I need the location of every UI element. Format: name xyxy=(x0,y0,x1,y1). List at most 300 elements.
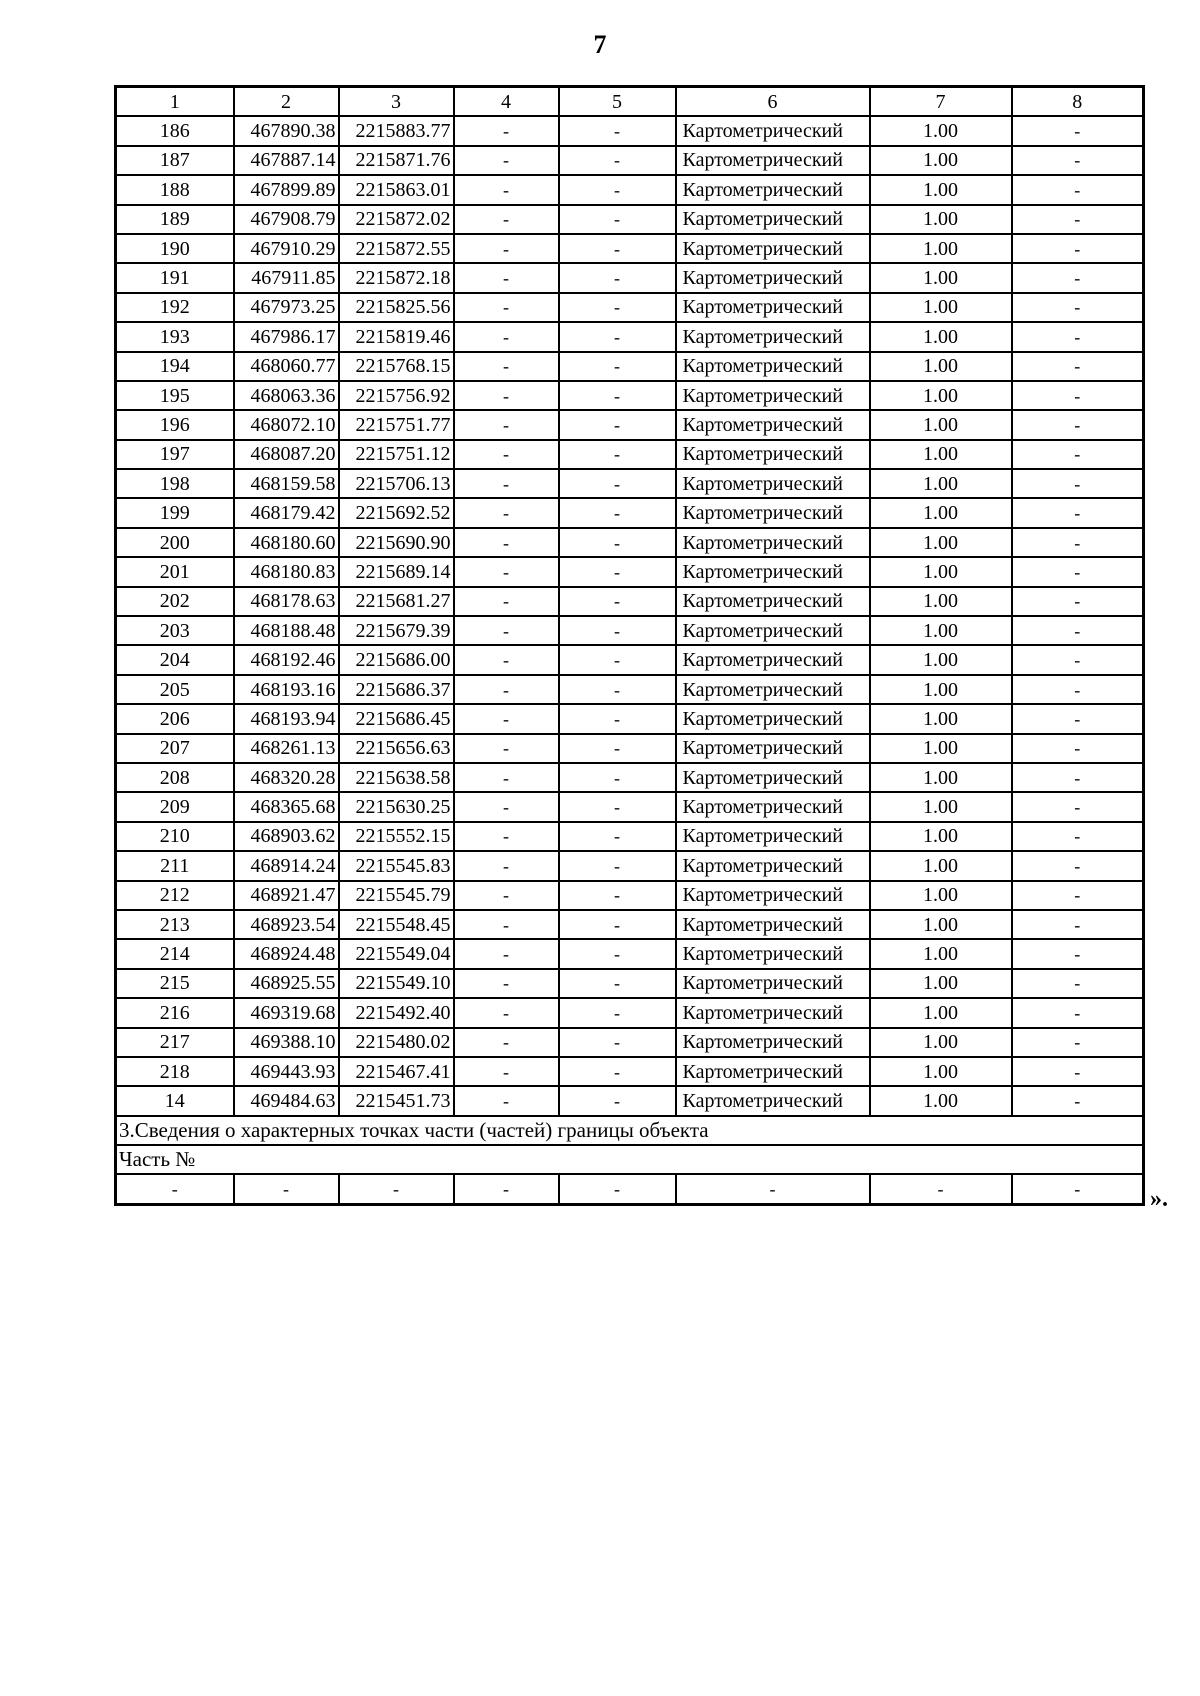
y-coordinate-cell: 2215768.15 xyxy=(339,352,454,381)
method-cell: Картометрический xyxy=(676,410,870,439)
y-coordinate-cell: 2215545.79 xyxy=(339,881,454,910)
accuracy-cell: 1.00 xyxy=(870,498,1012,527)
col-5-cell: - xyxy=(559,645,676,674)
col-5-cell: - xyxy=(559,205,676,234)
accuracy-cell: 1.00 xyxy=(870,440,1012,469)
y-coordinate-cell: 2215549.04 xyxy=(339,939,454,968)
col-4-cell: - xyxy=(454,557,559,586)
point-number-cell: 213 xyxy=(116,910,234,939)
y-coordinate-cell: 2215548.45 xyxy=(339,910,454,939)
x-coordinate-cell: 468903.62 xyxy=(234,822,339,851)
empty-cell: - xyxy=(676,1174,870,1204)
col-8-cell: - xyxy=(1012,1028,1144,1057)
col-4-cell: - xyxy=(454,352,559,381)
accuracy-cell: 1.00 xyxy=(870,675,1012,704)
method-cell: Картометрический xyxy=(676,822,870,851)
col-8-cell: - xyxy=(1012,734,1144,763)
x-coordinate-cell: 468188.48 xyxy=(234,616,339,645)
col-8-cell: - xyxy=(1012,381,1144,410)
col-8-cell: - xyxy=(1012,498,1144,527)
x-coordinate-cell: 468063.36 xyxy=(234,381,339,410)
point-number-cell: 202 xyxy=(116,587,234,616)
col-5-cell: - xyxy=(559,763,676,792)
y-coordinate-cell: 2215638.58 xyxy=(339,763,454,792)
col-4-cell: - xyxy=(454,146,559,175)
point-number-cell: 195 xyxy=(116,381,234,410)
col-8-cell: - xyxy=(1012,910,1144,939)
empty-cell: - xyxy=(1012,1174,1144,1204)
accuracy-cell: 1.00 xyxy=(870,763,1012,792)
col-5-cell: - xyxy=(559,440,676,469)
accuracy-cell: 1.00 xyxy=(870,969,1012,998)
x-coordinate-cell: 467973.25 xyxy=(234,293,339,322)
part-number-row xyxy=(116,1145,1144,1174)
y-coordinate-cell: 2215690.90 xyxy=(339,528,454,557)
col-5-cell: - xyxy=(559,881,676,910)
point-number-cell: 200 xyxy=(116,528,234,557)
method-cell: Картометрический xyxy=(676,1086,870,1115)
point-number-cell: 210 xyxy=(116,822,234,851)
table-row xyxy=(116,498,1144,527)
col-4-cell: - xyxy=(454,969,559,998)
point-number-cell: 211 xyxy=(116,851,234,880)
accuracy-cell: 1.00 xyxy=(870,998,1012,1027)
y-coordinate-cell: 2215681.27 xyxy=(339,587,454,616)
method-cell: Картометрический xyxy=(676,675,870,704)
table-body xyxy=(116,87,1144,1205)
col-8-cell: - xyxy=(1012,175,1144,204)
method-cell: Картометрический xyxy=(676,910,870,939)
col-5-cell: - xyxy=(559,146,676,175)
x-coordinate-cell: 468193.94 xyxy=(234,704,339,733)
col-5-cell: - xyxy=(559,704,676,733)
col-4-cell: - xyxy=(454,440,559,469)
point-number-cell: 204 xyxy=(116,645,234,674)
col-8-cell: - xyxy=(1012,263,1144,292)
point-number-cell: 198 xyxy=(116,469,234,498)
method-cell: Картометрический xyxy=(676,146,870,175)
x-coordinate-cell: 468924.48 xyxy=(234,939,339,968)
accuracy-cell: 1.00 xyxy=(870,469,1012,498)
col-4-cell: - xyxy=(454,175,559,204)
y-coordinate-cell: 2215686.00 xyxy=(339,645,454,674)
point-number-cell: 215 xyxy=(116,969,234,998)
col-5-cell: - xyxy=(559,587,676,616)
point-number-cell: 214 xyxy=(116,939,234,968)
y-coordinate-cell: 2215467.41 xyxy=(339,1057,454,1086)
table-row xyxy=(116,440,1144,469)
x-coordinate-cell: 467890.38 xyxy=(234,116,339,145)
x-coordinate-cell: 468914.24 xyxy=(234,851,339,880)
col-8-cell: - xyxy=(1012,1057,1144,1086)
y-coordinate-cell: 2215630.25 xyxy=(339,792,454,821)
table-row xyxy=(116,410,1144,439)
col-8-cell: - xyxy=(1012,587,1144,616)
table-row xyxy=(116,969,1144,998)
col-8-cell: - xyxy=(1012,939,1144,968)
col-8-cell: - xyxy=(1012,645,1144,674)
table-row xyxy=(116,263,1144,292)
header-cell-7: 7 xyxy=(870,87,1012,117)
table-row xyxy=(116,939,1144,968)
table-row xyxy=(116,587,1144,616)
col-5-cell: - xyxy=(559,528,676,557)
col-8-cell: - xyxy=(1012,322,1144,351)
col-8-cell: - xyxy=(1012,763,1144,792)
y-coordinate-cell: 2215863.01 xyxy=(339,175,454,204)
method-cell: Картометрический xyxy=(676,792,870,821)
col-5-cell: - xyxy=(559,822,676,851)
accuracy-cell: 1.00 xyxy=(870,792,1012,821)
col-8-cell: - xyxy=(1012,528,1144,557)
y-coordinate-cell: 2215692.52 xyxy=(339,498,454,527)
table-row xyxy=(116,822,1144,851)
y-coordinate-cell: 2215819.46 xyxy=(339,322,454,351)
empty-cell: - xyxy=(116,1174,234,1204)
y-coordinate-cell: 2215552.15 xyxy=(339,822,454,851)
method-cell: Картометрический xyxy=(676,1057,870,1086)
x-coordinate-cell: 468320.28 xyxy=(234,763,339,792)
col-8-cell: - xyxy=(1012,116,1144,145)
point-number-cell: 192 xyxy=(116,293,234,322)
point-number-cell: 217 xyxy=(116,1028,234,1057)
col-5-cell: - xyxy=(559,116,676,145)
method-cell: Картометрический xyxy=(676,1028,870,1057)
empty-cell: - xyxy=(454,1174,559,1204)
closing-quote: ». xyxy=(1150,1186,1168,1212)
method-cell: Картометрический xyxy=(676,851,870,880)
col-8-cell: - xyxy=(1012,469,1144,498)
accuracy-cell: 1.00 xyxy=(870,263,1012,292)
col-8-cell: - xyxy=(1012,410,1144,439)
accuracy-cell: 1.00 xyxy=(870,587,1012,616)
col-4-cell: - xyxy=(454,763,559,792)
y-coordinate-cell: 2215549.10 xyxy=(339,969,454,998)
col-5-cell: - xyxy=(559,263,676,292)
x-coordinate-cell: 469319.68 xyxy=(234,998,339,1027)
accuracy-cell: 1.00 xyxy=(870,734,1012,763)
header-row xyxy=(116,87,1144,117)
point-number-cell: 197 xyxy=(116,440,234,469)
x-coordinate-cell: 468923.54 xyxy=(234,910,339,939)
table-row xyxy=(116,322,1144,351)
col-4-cell: - xyxy=(454,234,559,263)
col-8-cell: - xyxy=(1012,822,1144,851)
table-row xyxy=(116,116,1144,145)
col-4-cell: - xyxy=(454,116,559,145)
col-5-cell: - xyxy=(559,734,676,763)
point-number-cell: 206 xyxy=(116,704,234,733)
table-row xyxy=(116,792,1144,821)
point-number-cell: 14 xyxy=(116,1086,234,1115)
header-cell-8: 8 xyxy=(1012,87,1144,117)
col-4-cell: - xyxy=(454,704,559,733)
table-row xyxy=(116,704,1144,733)
col-4-cell: - xyxy=(454,645,559,674)
method-cell: Картометрический xyxy=(676,557,870,586)
col-4-cell: - xyxy=(454,675,559,704)
col-5-cell: - xyxy=(559,410,676,439)
method-cell: Картометрический xyxy=(676,352,870,381)
col-5-cell: - xyxy=(559,557,676,586)
accuracy-cell: 1.00 xyxy=(870,704,1012,733)
x-coordinate-cell: 468179.42 xyxy=(234,498,339,527)
y-coordinate-cell: 2215883.77 xyxy=(339,116,454,145)
accuracy-cell: 1.00 xyxy=(870,939,1012,968)
x-coordinate-cell: 468193.16 xyxy=(234,675,339,704)
col-4-cell: - xyxy=(454,734,559,763)
table-row xyxy=(116,381,1144,410)
x-coordinate-cell: 469484.63 xyxy=(234,1086,339,1115)
col-4-cell: - xyxy=(454,910,559,939)
col-4-cell: - xyxy=(454,616,559,645)
col-5-cell: - xyxy=(559,1028,676,1057)
point-number-cell: 196 xyxy=(116,410,234,439)
accuracy-cell: 1.00 xyxy=(870,1057,1012,1086)
method-cell: Картометрический xyxy=(676,528,870,557)
point-number-cell: 190 xyxy=(116,234,234,263)
col-8-cell: - xyxy=(1012,557,1144,586)
table-row xyxy=(116,998,1144,1027)
empty-cell: - xyxy=(559,1174,676,1204)
accuracy-cell: 1.00 xyxy=(870,557,1012,586)
col-8-cell: - xyxy=(1012,792,1144,821)
part-number-label: Часть № xyxy=(116,1145,1144,1174)
table-row xyxy=(116,1057,1144,1086)
y-coordinate-cell: 2215872.18 xyxy=(339,263,454,292)
table-row xyxy=(116,146,1144,175)
empty-part-row xyxy=(116,1174,1144,1204)
table-row xyxy=(116,645,1144,674)
header-cell-6: 6 xyxy=(676,87,870,117)
table-row xyxy=(116,1028,1144,1057)
method-cell: Картометрический xyxy=(676,939,870,968)
x-coordinate-cell: 467887.14 xyxy=(234,146,339,175)
method-cell: Картометрический xyxy=(676,263,870,292)
x-coordinate-cell: 468180.60 xyxy=(234,528,339,557)
x-coordinate-cell: 469443.93 xyxy=(234,1057,339,1086)
col-4-cell: - xyxy=(454,263,559,292)
table-row xyxy=(116,234,1144,263)
x-coordinate-cell: 468180.83 xyxy=(234,557,339,586)
accuracy-cell: 1.00 xyxy=(870,1028,1012,1057)
accuracy-cell: 1.00 xyxy=(870,822,1012,851)
method-cell: Картометрический xyxy=(676,587,870,616)
point-number-cell: 187 xyxy=(116,146,234,175)
x-coordinate-cell: 468072.10 xyxy=(234,410,339,439)
empty-cell: - xyxy=(339,1174,454,1204)
boundary-points-table xyxy=(114,85,1145,1206)
method-cell: Картометрический xyxy=(676,234,870,263)
col-8-cell: - xyxy=(1012,969,1144,998)
col-5-cell: - xyxy=(559,352,676,381)
section-3-row xyxy=(116,1116,1144,1145)
col-5-cell: - xyxy=(559,469,676,498)
x-coordinate-cell: 467910.29 xyxy=(234,234,339,263)
col-8-cell: - xyxy=(1012,704,1144,733)
col-5-cell: - xyxy=(559,175,676,204)
x-coordinate-cell: 467986.17 xyxy=(234,322,339,351)
x-coordinate-cell: 468087.20 xyxy=(234,440,339,469)
table-row xyxy=(116,352,1144,381)
method-cell: Картометрический xyxy=(676,763,870,792)
header-cell-3: 3 xyxy=(339,87,454,117)
col-4-cell: - xyxy=(454,851,559,880)
table-row xyxy=(116,616,1144,645)
y-coordinate-cell: 2215751.77 xyxy=(339,410,454,439)
point-number-cell: 208 xyxy=(116,763,234,792)
col-4-cell: - xyxy=(454,381,559,410)
col-5-cell: - xyxy=(559,939,676,968)
col-8-cell: - xyxy=(1012,851,1144,880)
point-number-cell: 205 xyxy=(116,675,234,704)
table-row xyxy=(116,851,1144,880)
col-8-cell: - xyxy=(1012,998,1144,1027)
accuracy-cell: 1.00 xyxy=(870,410,1012,439)
x-coordinate-cell: 468192.46 xyxy=(234,645,339,674)
table-row xyxy=(116,910,1144,939)
x-coordinate-cell: 468178.63 xyxy=(234,587,339,616)
table-row xyxy=(116,175,1144,204)
col-8-cell: - xyxy=(1012,675,1144,704)
point-number-cell: 209 xyxy=(116,792,234,821)
method-cell: Картометрический xyxy=(676,205,870,234)
method-cell: Картометрический xyxy=(676,881,870,910)
col-4-cell: - xyxy=(454,469,559,498)
accuracy-cell: 1.00 xyxy=(870,146,1012,175)
col-5-cell: - xyxy=(559,792,676,821)
header-cell-4: 4 xyxy=(454,87,559,117)
point-number-cell: 191 xyxy=(116,263,234,292)
table-row xyxy=(116,1086,1144,1115)
header-cell-1: 1 xyxy=(116,87,234,117)
table-row xyxy=(116,205,1144,234)
table-row xyxy=(116,763,1144,792)
col-4-cell: - xyxy=(454,1086,559,1115)
accuracy-cell: 1.00 xyxy=(870,645,1012,674)
y-coordinate-cell: 2215751.12 xyxy=(339,440,454,469)
method-cell: Картометрический xyxy=(676,293,870,322)
point-number-cell: 203 xyxy=(116,616,234,645)
method-cell: Картометрический xyxy=(676,469,870,498)
x-coordinate-cell: 468261.13 xyxy=(234,734,339,763)
page-number: 7 xyxy=(593,30,607,59)
point-number-cell: 188 xyxy=(116,175,234,204)
col-8-cell: - xyxy=(1012,616,1144,645)
point-number-cell: 212 xyxy=(116,881,234,910)
y-coordinate-cell: 2215689.14 xyxy=(339,557,454,586)
y-coordinate-cell: 2215545.83 xyxy=(339,851,454,880)
section-3-title: 3.Сведения о характерных точках части (частей) границы объекта xyxy=(116,1116,1144,1145)
accuracy-cell: 1.00 xyxy=(870,381,1012,410)
col-5-cell: - xyxy=(559,1057,676,1086)
col-4-cell: - xyxy=(454,205,559,234)
header-cell-2: 2 xyxy=(234,87,339,117)
accuracy-cell: 1.00 xyxy=(870,851,1012,880)
col-8-cell: - xyxy=(1012,352,1144,381)
col-5-cell: - xyxy=(559,381,676,410)
point-number-cell: 207 xyxy=(116,734,234,763)
point-number-cell: 218 xyxy=(116,1057,234,1086)
col-8-cell: - xyxy=(1012,881,1144,910)
y-coordinate-cell: 2215679.39 xyxy=(339,616,454,645)
empty-cell: - xyxy=(234,1174,339,1204)
col-4-cell: - xyxy=(454,587,559,616)
col-5-cell: - xyxy=(559,498,676,527)
y-coordinate-cell: 2215686.37 xyxy=(339,675,454,704)
y-coordinate-cell: 2215480.02 xyxy=(339,1028,454,1057)
point-number-cell: 189 xyxy=(116,205,234,234)
table-row xyxy=(116,528,1144,557)
col-5-cell: - xyxy=(559,998,676,1027)
col-4-cell: - xyxy=(454,881,559,910)
point-number-cell: 194 xyxy=(116,352,234,381)
accuracy-cell: 1.00 xyxy=(870,205,1012,234)
x-coordinate-cell: 468060.77 xyxy=(234,352,339,381)
col-4-cell: - xyxy=(454,528,559,557)
col-4-cell: - xyxy=(454,293,559,322)
method-cell: Картометрический xyxy=(676,322,870,351)
y-coordinate-cell: 2215451.73 xyxy=(339,1086,454,1115)
accuracy-cell: 1.00 xyxy=(870,352,1012,381)
x-coordinate-cell: 468921.47 xyxy=(234,881,339,910)
col-5-cell: - xyxy=(559,969,676,998)
col-5-cell: - xyxy=(559,234,676,263)
method-cell: Картометрический xyxy=(676,969,870,998)
accuracy-cell: 1.00 xyxy=(870,234,1012,263)
y-coordinate-cell: 2215706.13 xyxy=(339,469,454,498)
method-cell: Картометрический xyxy=(676,998,870,1027)
col-4-cell: - xyxy=(454,822,559,851)
col-8-cell: - xyxy=(1012,440,1144,469)
header-cell-5: 5 xyxy=(559,87,676,117)
table-row xyxy=(116,293,1144,322)
point-number-cell: 186 xyxy=(116,116,234,145)
y-coordinate-cell: 2215872.02 xyxy=(339,205,454,234)
y-coordinate-cell: 2215656.63 xyxy=(339,734,454,763)
col-4-cell: - xyxy=(454,939,559,968)
col-5-cell: - xyxy=(559,1086,676,1115)
method-cell: Картометрический xyxy=(676,616,870,645)
method-cell: Картометрический xyxy=(676,734,870,763)
accuracy-cell: 1.00 xyxy=(870,116,1012,145)
method-cell: Картометрический xyxy=(676,440,870,469)
col-8-cell: - xyxy=(1012,293,1144,322)
accuracy-cell: 1.00 xyxy=(870,616,1012,645)
col-5-cell: - xyxy=(559,322,676,351)
y-coordinate-cell: 2215871.76 xyxy=(339,146,454,175)
x-coordinate-cell: 469388.10 xyxy=(234,1028,339,1057)
x-coordinate-cell: 468159.58 xyxy=(234,469,339,498)
col-5-cell: - xyxy=(559,851,676,880)
method-cell: Картометрический xyxy=(676,116,870,145)
accuracy-cell: 1.00 xyxy=(870,175,1012,204)
col-5-cell: - xyxy=(559,616,676,645)
accuracy-cell: 1.00 xyxy=(870,881,1012,910)
accuracy-cell: 1.00 xyxy=(870,293,1012,322)
table-row xyxy=(116,734,1144,763)
x-coordinate-cell: 468365.68 xyxy=(234,792,339,821)
col-5-cell: - xyxy=(559,675,676,704)
col-5-cell: - xyxy=(559,910,676,939)
y-coordinate-cell: 2215825.56 xyxy=(339,293,454,322)
x-coordinate-cell: 467899.89 xyxy=(234,175,339,204)
method-cell: Картометрический xyxy=(676,381,870,410)
col-8-cell: - xyxy=(1012,1086,1144,1115)
table-row xyxy=(116,469,1144,498)
accuracy-cell: 1.00 xyxy=(870,910,1012,939)
y-coordinate-cell: 2215686.45 xyxy=(339,704,454,733)
